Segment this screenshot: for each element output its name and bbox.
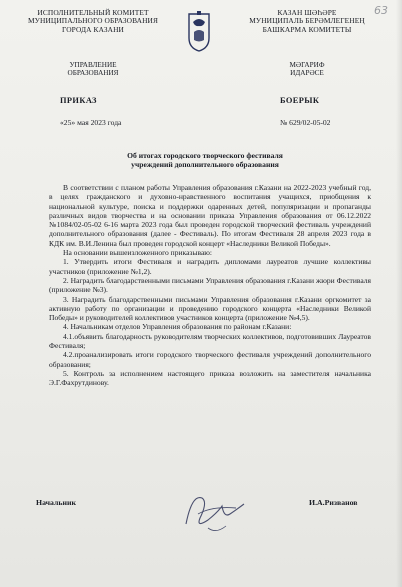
order-item-4: 4. Начальникам отделов Управления образования по районам г.Казани: xyxy=(63,322,292,332)
signatory-position: Начальник xyxy=(36,498,76,507)
title-line: Об итогах городского творческого фестиваля xyxy=(127,151,283,160)
title-line: учреждений дополнительного образования xyxy=(131,160,279,170)
right-organization-block xyxy=(232,9,382,34)
signatory-name: И.А.Ризванов xyxy=(309,498,358,507)
order-item-4-1: 4.1.объявить благодарность руководителям творческих коллективов, подготовивших Лауреатов Фестиваля; xyxy=(49,331,371,351)
right-department-block xyxy=(232,61,382,78)
left-organization-block xyxy=(18,9,168,34)
kazan-coat-of-arms-icon xyxy=(186,10,212,52)
right-org-line: МУНИЦИПАЛЬ БЕРӘМЛЕГЕНЕҢ xyxy=(249,16,365,26)
order-item-1: 1. Утвердить итоги Фестиваля и наградить дипломами лауреатов лучшие коллективы участников (приложение №1,2). xyxy=(49,257,371,276)
right-org-line: КАЗАН ШӘҺӘРЕ xyxy=(277,8,337,17)
handwritten-page-number: 63 xyxy=(374,4,388,17)
right-dept-line: МӘГАРИФ xyxy=(289,61,325,69)
order-heading-tatar: БОЕРЫК xyxy=(280,96,320,105)
order-number: № 629/02-05-02 xyxy=(280,118,331,127)
preamble-paragraph: В соответствии с планом работы Управления образования г.Казани на 2022-2023 учебный год, в целях гражданского и духовно-нравственного воспитания учащихся, приобщения к национальной культуре, поиска и поддержки одаренных детей, популяризации и пропаганды различных видов творчества и на основании приказа Управления образования от 06.12.2022 №1084/02-05-02 6-16 марта 2023 года был проведен городской творческий фестиваль учреждений дополнительного образования (далее - Фестиваль). По итогам Фестиваля 28 апреля 2023 года в КДК им. В.И.Ленина был проведен городской концерт «Наследники Великой Победы». xyxy=(49,183,371,248)
left-org-line: МУНИЦИПАЛЬНОГО ОБРАЗОВАНИЯ xyxy=(28,16,158,26)
left-org-line: ГОРОДА КАЗАНИ xyxy=(62,24,124,34)
right-dept-line: ИДАРӘСЕ xyxy=(290,69,324,78)
document-title xyxy=(60,151,350,169)
left-dept-line: ОБРАЗОВАНИЯ xyxy=(67,69,119,78)
right-org-line: БАШКАРМА КОМИТЕТЫ xyxy=(262,24,352,34)
order-item-5: 5. Контроль за исполнением настоящего приказа возложить на заместителя начальника Э.Г.Фахрутдинову. xyxy=(49,368,371,388)
order-date: «25» мая 2023 года xyxy=(60,118,122,127)
left-department-block xyxy=(18,61,168,78)
handwritten-signature-icon xyxy=(178,484,250,540)
left-org-line: ИСПОЛНИТЕЛЬНЫЙ КОМИТЕТ xyxy=(37,8,149,17)
document-body xyxy=(49,183,371,388)
order-item-4-2: 4.2.проанализировать итоги городского творческого фестиваля учреждений дополнительного образования; xyxy=(49,350,371,369)
order-item-3: 3. Наградить благодарственными письмами Управления образования г.Казани оргкомитет за активную работу по организации и проведению городского концерта «Наследники Великой Победы» и руководителей коллективов участников концерта (приложение №4,5). xyxy=(49,294,371,323)
order-heading-russian: ПРИКАЗ xyxy=(60,96,97,105)
order-item-2: 2. Наградить благодарственными письмами Управления образования г.Казани жюри Фестиваля (приложение №3). xyxy=(49,275,371,295)
order-intro-paragraph: На основании вышеизложенного приказываю: xyxy=(63,248,213,258)
left-dept-line: УПРАВЛЕНИЕ xyxy=(69,61,117,69)
